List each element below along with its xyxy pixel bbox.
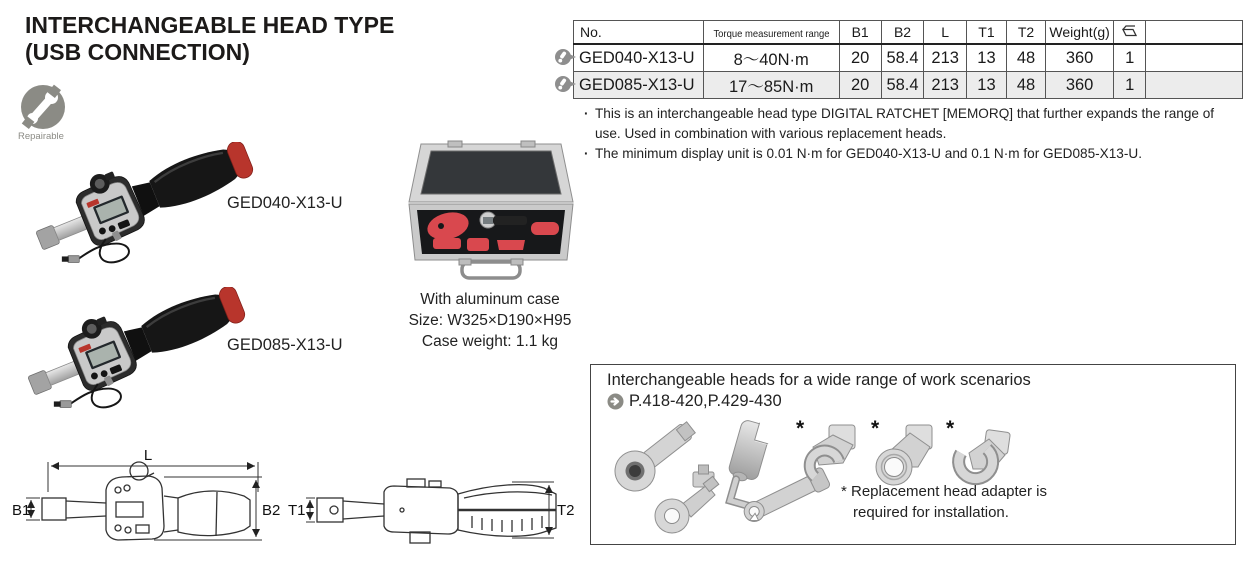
cell-t2: 48 — [1006, 44, 1045, 72]
top-view-drawing — [317, 479, 556, 543]
cell-b2: 58.4 — [881, 72, 924, 99]
cylinder-head-image — [720, 417, 776, 507]
heads-box-footnote — [841, 481, 1047, 523]
arrow-circle-icon — [607, 393, 624, 410]
repairable-wrench-icon — [20, 84, 66, 130]
product-label-ged040: GED040-X13-U — [227, 194, 343, 212]
col-header-b1: B1 — [839, 21, 881, 45]
cell-weight: 360 — [1046, 72, 1114, 99]
case-caption-line1: With aluminum case — [420, 291, 560, 308]
heads-box-page-ref-text[interactable]: P.418-420,P.429-430 — [629, 392, 782, 410]
interchangeable-heads-box — [590, 364, 1236, 545]
flare-nut-head-image — [959, 429, 1011, 478]
aluminum-case-photo — [393, 140, 589, 288]
footnote-line2: required for installation. — [853, 504, 1009, 521]
eye-head-image — [655, 476, 719, 533]
dim-label-b1: B1 — [12, 502, 31, 519]
col-header-t2: T2 — [1006, 21, 1045, 45]
heads-box-page-ref[interactable] — [607, 392, 782, 411]
cell-range: 8～40N·m — [703, 44, 839, 72]
ring-head-image — [876, 425, 932, 485]
cell-blank — [1146, 72, 1243, 99]
asterisk-marker: * — [796, 417, 805, 440]
col-header-b2: B2 — [881, 21, 924, 45]
product-label-ged085: GED085-X13-U — [227, 336, 343, 354]
cell-l: 213 — [924, 44, 967, 72]
table-row — [574, 44, 1243, 72]
col-header-weight: Weight(g) — [1046, 21, 1114, 45]
spec-table — [573, 20, 1243, 99]
cell-t1: 13 — [966, 72, 1006, 99]
product-notes — [582, 104, 1240, 164]
table-row — [574, 72, 1243, 99]
t1-dimension — [306, 498, 315, 522]
col-header-range: Torque measurement range — [703, 21, 839, 45]
col-header-box-qty — [1114, 21, 1146, 45]
product-photo-ged085 — [22, 287, 257, 431]
repairable-badge — [18, 84, 82, 142]
repairable-label: Repairable — [18, 131, 64, 142]
cell-qty: 1 — [1114, 44, 1146, 72]
case-caption-line3: Case weight: 1.1 kg — [421, 333, 559, 350]
page-title-line1: INTERCHANGEABLE HEAD TYPE — [25, 12, 395, 38]
footnote-line1: * Replacement head adapter is — [841, 483, 1047, 500]
heads-box-title: Interchangeable heads for a wide range of work scenarios — [607, 371, 1031, 389]
cell-l: 213 — [924, 72, 967, 99]
cell-qty: 1 — [1114, 72, 1146, 99]
note-item: · The minimum display unit is 0.01 N·m for GED040-X13-U and 0.1 N·m for GED085-X13-U. — [582, 144, 1240, 164]
product-photo-ged040 — [30, 142, 265, 286]
cell-b2: 58.4 — [881, 44, 924, 72]
dim-label-t2: T2 — [557, 502, 575, 519]
cell-b1: 20 — [839, 44, 881, 72]
dimension-diagrams — [12, 446, 578, 564]
page-title-line2: (USB CONNECTION) — [25, 39, 250, 65]
cell-range: 17～85N·m — [703, 72, 839, 99]
col-header-l: L — [924, 21, 967, 45]
asterisk-marker: * — [946, 417, 955, 440]
ratchet-head-image — [607, 413, 703, 499]
cell-no: GED085-X13-U — [574, 72, 704, 99]
page-title — [25, 12, 394, 66]
spec-header-row — [574, 21, 1243, 45]
dim-label-l: L — [143, 447, 153, 464]
cell-t1: 13 — [966, 44, 1006, 72]
box-quantity-icon — [1122, 25, 1137, 37]
product-note-icon — [554, 48, 578, 66]
side-view-drawing — [42, 462, 250, 540]
case-caption-line2: Size: W325×D190×H95 — [408, 312, 572, 329]
cell-t2: 48 — [1006, 72, 1045, 99]
col-header-no: No. — [574, 21, 704, 45]
cell-blank — [1146, 44, 1243, 72]
col-header-blank — [1146, 21, 1243, 45]
col-header-t1: T1 — [966, 21, 1006, 45]
case-caption — [362, 289, 618, 352]
product-note-icon — [554, 75, 578, 93]
asterisk-marker: * — [871, 417, 880, 440]
cell-b1: 20 — [839, 72, 881, 99]
dim-label-t1: T1 — [288, 502, 306, 519]
note-item: · This is an interchangeable head type DIGITAL RATCHET [MEMORQ] that further expands the range of use. Used in combination with various replacement heads. — [582, 104, 1240, 144]
dim-label-b2: B2 — [262, 502, 281, 519]
cell-no: GED040-X13-U — [574, 44, 704, 72]
cell-weight: 360 — [1046, 44, 1114, 72]
